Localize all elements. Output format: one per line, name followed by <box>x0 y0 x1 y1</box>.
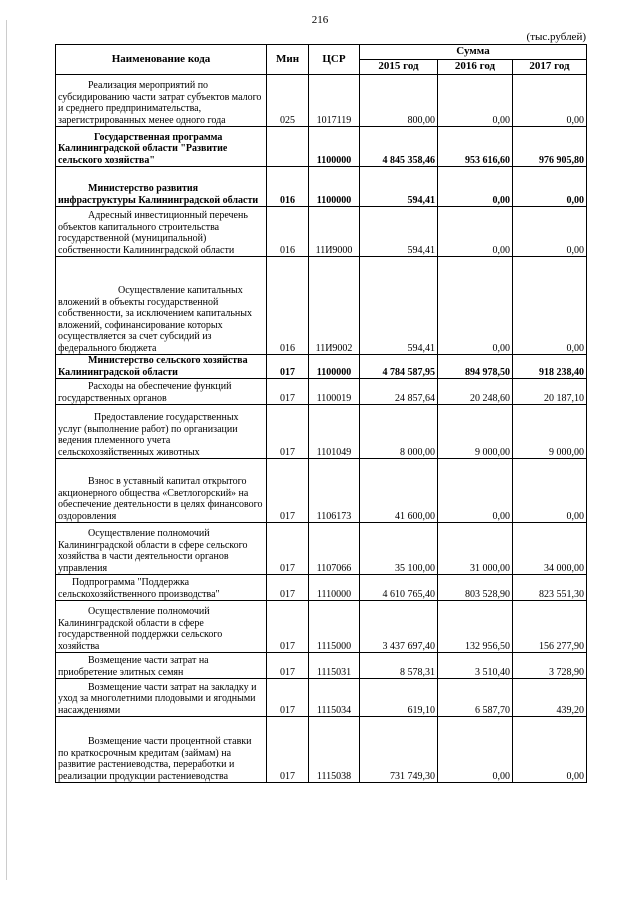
row-min: 017 <box>267 523 309 575</box>
row-csr: 1100019 <box>309 379 360 405</box>
row-csr: 11И9002 <box>309 257 360 355</box>
row-name: Возмещение части процентной ставки по краткосрочным кредитам (займам) на развитие растениеводства, переработки и реализации продукции растениеводства <box>56 717 267 783</box>
row-2016: 20 248,60 <box>438 379 513 405</box>
row-2016: 0,00 <box>438 717 513 783</box>
table-row <box>56 75 587 127</box>
row-2016: 0,00 <box>438 459 513 523</box>
row-2016: 803 528,90 <box>438 575 513 601</box>
header-sum: Сумма <box>360 45 587 60</box>
table-row <box>56 207 587 257</box>
row-min: 017 <box>267 575 309 601</box>
row-csr: 1100000 <box>309 127 360 167</box>
header-name: Наименование кода <box>56 45 267 75</box>
page-number: 216 <box>311 14 329 26</box>
row-name: Министерство сельского хозяйства Калининградской области <box>56 355 267 379</box>
header-csr: ЦСР <box>309 45 360 75</box>
row-csr: 1110000 <box>309 575 360 601</box>
table-row <box>56 405 587 459</box>
row-2016: 31 000,00 <box>438 523 513 575</box>
row-name: Реализация мероприятий по субсидированию части затрат субъектов малого и среднего предпринимательства, зарегистрированных менее одного года <box>56 75 267 127</box>
margin-line <box>6 20 7 880</box>
header-2017: 2017 год <box>513 60 587 75</box>
row-min: 017 <box>267 405 309 459</box>
row-2015: 24 857,64 <box>360 379 438 405</box>
row-csr: 11И9000 <box>309 207 360 257</box>
table-row <box>56 167 587 207</box>
header-min: Мин <box>267 45 309 75</box>
row-name: Министерство развития инфраструктуры Калининградской области <box>56 167 267 207</box>
row-min: 017 <box>267 379 309 405</box>
row-min: 016 <box>267 167 309 207</box>
row-2017: 0,00 <box>513 75 587 127</box>
units-label: (тыс.рублей) <box>526 31 586 43</box>
row-csr: 1101049 <box>309 405 360 459</box>
row-min: 017 <box>267 679 309 717</box>
row-2015: 4 784 587,95 <box>360 355 438 379</box>
row-2015: 8 000,00 <box>360 405 438 459</box>
row-min: 016 <box>267 207 309 257</box>
row-min: 017 <box>267 459 309 523</box>
row-2017: 20 187,10 <box>513 379 587 405</box>
row-name: Возмещение части затрат на приобретение элитных семян <box>56 653 267 679</box>
row-min <box>267 127 309 167</box>
row-2017: 976 905,80 <box>513 127 587 167</box>
row-2016: 894 978,50 <box>438 355 513 379</box>
row-min: 017 <box>267 717 309 783</box>
row-name: Взнос в уставный капитал открытого акционерного общества «Светлогорский» на обеспечение деятельности в целях финансового оздоровления <box>56 459 267 523</box>
row-2015: 800,00 <box>360 75 438 127</box>
row-2015: 8 578,31 <box>360 653 438 679</box>
row-name: Осуществление полномочий Калининградской области в сфере сельского хозяйства в части деятельности органов управления <box>56 523 267 575</box>
row-csr: 1100000 <box>309 355 360 379</box>
row-csr: 1017119 <box>309 75 360 127</box>
table-row <box>56 523 587 575</box>
table-row <box>56 601 587 653</box>
header-2016: 2016 год <box>438 60 513 75</box>
row-2016: 3 510,40 <box>438 653 513 679</box>
table-row <box>56 679 587 717</box>
row-2015: 4 845 358,46 <box>360 127 438 167</box>
row-min: 016 <box>267 257 309 355</box>
row-csr: 1106173 <box>309 459 360 523</box>
row-2015: 594,41 <box>360 257 438 355</box>
budget-table <box>55 44 587 783</box>
row-2015: 731 749,30 <box>360 717 438 783</box>
row-csr: 1115031 <box>309 653 360 679</box>
row-2015: 4 610 765,40 <box>360 575 438 601</box>
row-2017: 0,00 <box>513 167 587 207</box>
row-2017: 3 728,90 <box>513 653 587 679</box>
row-2015: 41 600,00 <box>360 459 438 523</box>
row-2017: 0,00 <box>513 459 587 523</box>
table-row <box>56 257 587 355</box>
row-2015: 3 437 697,40 <box>360 601 438 653</box>
header-2015: 2015 год <box>360 60 438 75</box>
table-row <box>56 379 587 405</box>
row-name: Предоставление государственных услуг (выполнение работ) по организации ведения племенного учета сельскохозяйственных животных <box>56 405 267 459</box>
row-2015: 619,10 <box>360 679 438 717</box>
row-name: Подпрограмма "Поддержка сельскохозяйственного производства" <box>56 575 267 601</box>
row-2016: 0,00 <box>438 75 513 127</box>
row-2016: 132 956,50 <box>438 601 513 653</box>
row-2017: 9 000,00 <box>513 405 587 459</box>
row-2016: 0,00 <box>438 207 513 257</box>
row-2017: 439,20 <box>513 679 587 717</box>
row-2017: 823 551,30 <box>513 575 587 601</box>
row-min: 017 <box>267 355 309 379</box>
row-name: Адресный инвестиционный перечень объектов капитального строительства государственной (муниципальной) собственности Калининградской области <box>56 207 267 257</box>
row-csr: 1115038 <box>309 717 360 783</box>
row-min: 017 <box>267 601 309 653</box>
row-name: Государственная программа Калининградской области "Развитие сельского хозяйства" <box>56 127 267 167</box>
row-csr: 1107066 <box>309 523 360 575</box>
row-2017: 918 238,40 <box>513 355 587 379</box>
row-2016: 0,00 <box>438 257 513 355</box>
row-2016: 953 616,60 <box>438 127 513 167</box>
row-2015: 35 100,00 <box>360 523 438 575</box>
row-name: Возмещение части затрат на закладку и уход за многолетними плодовыми и ягодными насаждениями <box>56 679 267 717</box>
row-name: Осуществление полномочий Калининградской области в сфере государственной поддержки сельского хозяйства <box>56 601 267 653</box>
row-2017: 0,00 <box>513 257 587 355</box>
row-2015: 594,41 <box>360 167 438 207</box>
table-row <box>56 127 587 167</box>
row-2016: 0,00 <box>438 167 513 207</box>
row-csr: 1115000 <box>309 601 360 653</box>
row-2017: 0,00 <box>513 207 587 257</box>
table-row <box>56 459 587 523</box>
row-min: 025 <box>267 75 309 127</box>
row-csr: 1115034 <box>309 679 360 717</box>
row-2016: 9 000,00 <box>438 405 513 459</box>
row-2015: 594,41 <box>360 207 438 257</box>
row-name: Осуществление капитальных вложений в объекты государственной собственности, за исключением капитальных вложений, софинансирование которых осуществляется за счет субсидий из федерального бюджета <box>56 257 267 355</box>
row-csr: 1100000 <box>309 167 360 207</box>
row-2017: 0,00 <box>513 717 587 783</box>
table-row <box>56 717 587 783</box>
row-2017: 34 000,00 <box>513 523 587 575</box>
row-2017: 156 277,90 <box>513 601 587 653</box>
row-min: 017 <box>267 653 309 679</box>
row-2016: 6 587,70 <box>438 679 513 717</box>
table-row <box>56 653 587 679</box>
table-row <box>56 355 587 379</box>
table-row <box>56 575 587 601</box>
row-name: Расходы на обеспечение функций государственных органов <box>56 379 267 405</box>
